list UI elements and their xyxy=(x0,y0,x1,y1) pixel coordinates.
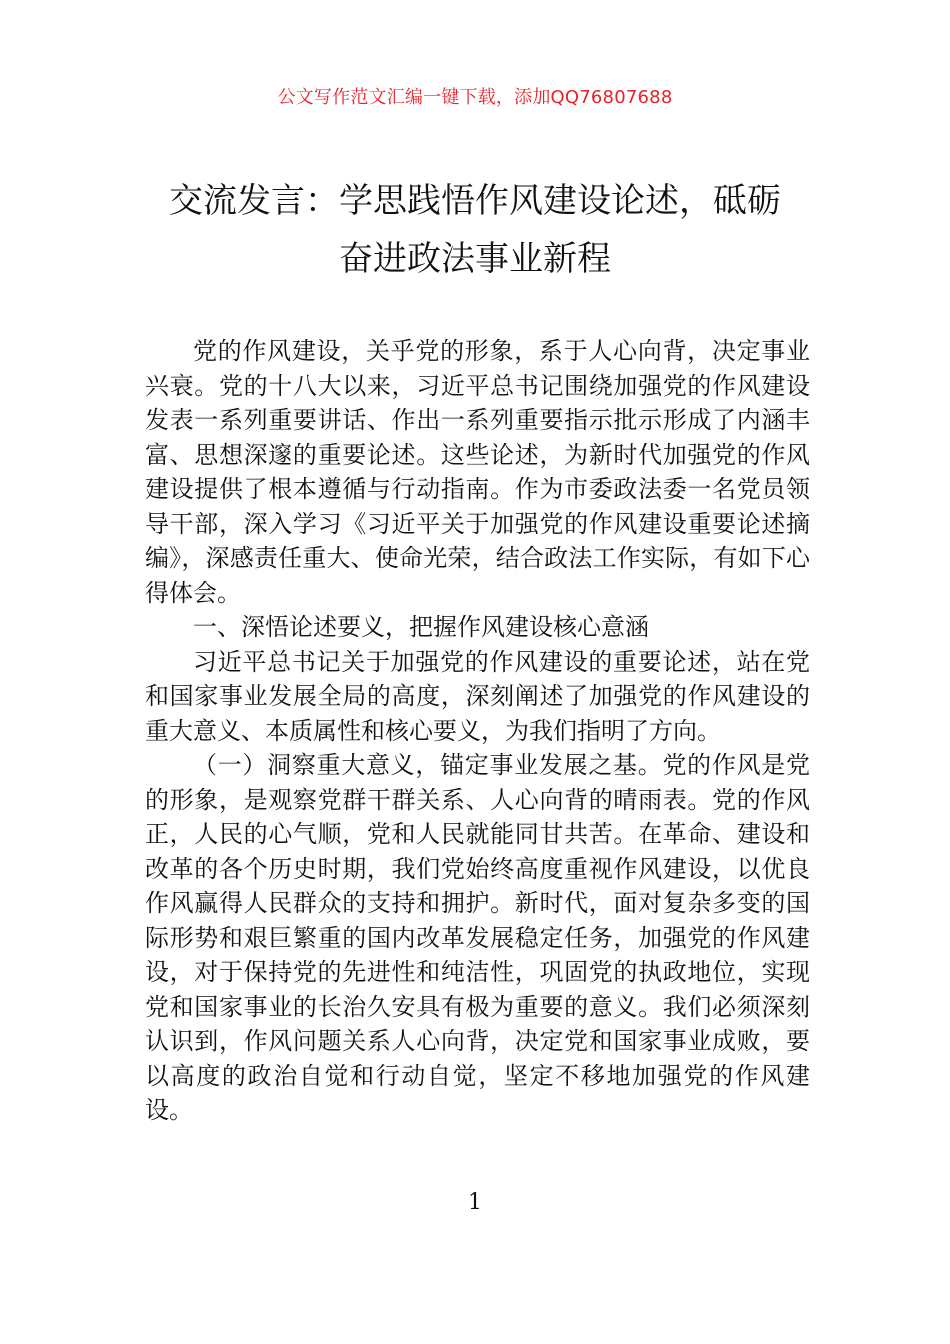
paragraph-intro: 党的作风建设，关乎党的形象，系于人心向背，决定事业兴衰。党的十八大以来，习近平总书记围绕加强党的作风建设发表一系列重要讲话、作出一系列重要指示批示形成了内涵丰富、思想深邃的重要论述。这些论述，为新时代加强党的作风建设提供了根本遵循与行动指南。作为市委政法委一名党员领导干部，深入学习《习近平关于加强党的作风建设重要论述摘编》，深感责任重大、使命光荣，结合政法工作实际，有如下心得体会。 xyxy=(145,337,810,607)
title-line-1: 交流发言：学思践悟作风建设论述，砥砺 xyxy=(169,181,781,221)
document-body xyxy=(145,334,810,1128)
section-heading-1: 一、深悟论述要义，把握作风建设核心意涵 xyxy=(193,613,649,641)
page-number: 1 xyxy=(468,1190,482,1215)
paragraph-subsection-1: （一）洞察重大意义，锚定事业发展之基。党的作风是党的形象，是观察党群干群关系、人心向背的晴雨表。党的作风正，人民的心气顺，党和人民就能同甘共苦。在革命、建设和改革的各个历史时期，我们党始终高度重视作风建设，以优良作风赢得人民群众的支持和拥护。新时代，面对复杂多变的国际形势和艰巨繁重的国内改革发展稳定任务，加强党的作风建设，对于保持党的先进性和纯洁性，巩固党的执政地位，实现党和国家事业的长治久安具有极为重要的意义。我们必须深刻认识到，作风问题关系人心向背，决定党和国家事业成败，要以高度的政治自觉和行动自觉，坚定不移地加强党的作风建设。 xyxy=(145,751,810,1124)
title-line-2: 奋进政法事业新程 xyxy=(339,239,611,279)
header-banner: 公文写作范文汇编一键下载，添加QQ76807688 xyxy=(277,87,673,108)
document-title xyxy=(150,172,800,288)
paragraph-section-1-intro: 习近平总书记关于加强党的作风建设的重要论述，站在党和国家事业发展全局的高度，深刻阐述了加强党的作风建设的重大意义、本质属性和核心要义，为我们指明了方向。 xyxy=(145,647,810,745)
